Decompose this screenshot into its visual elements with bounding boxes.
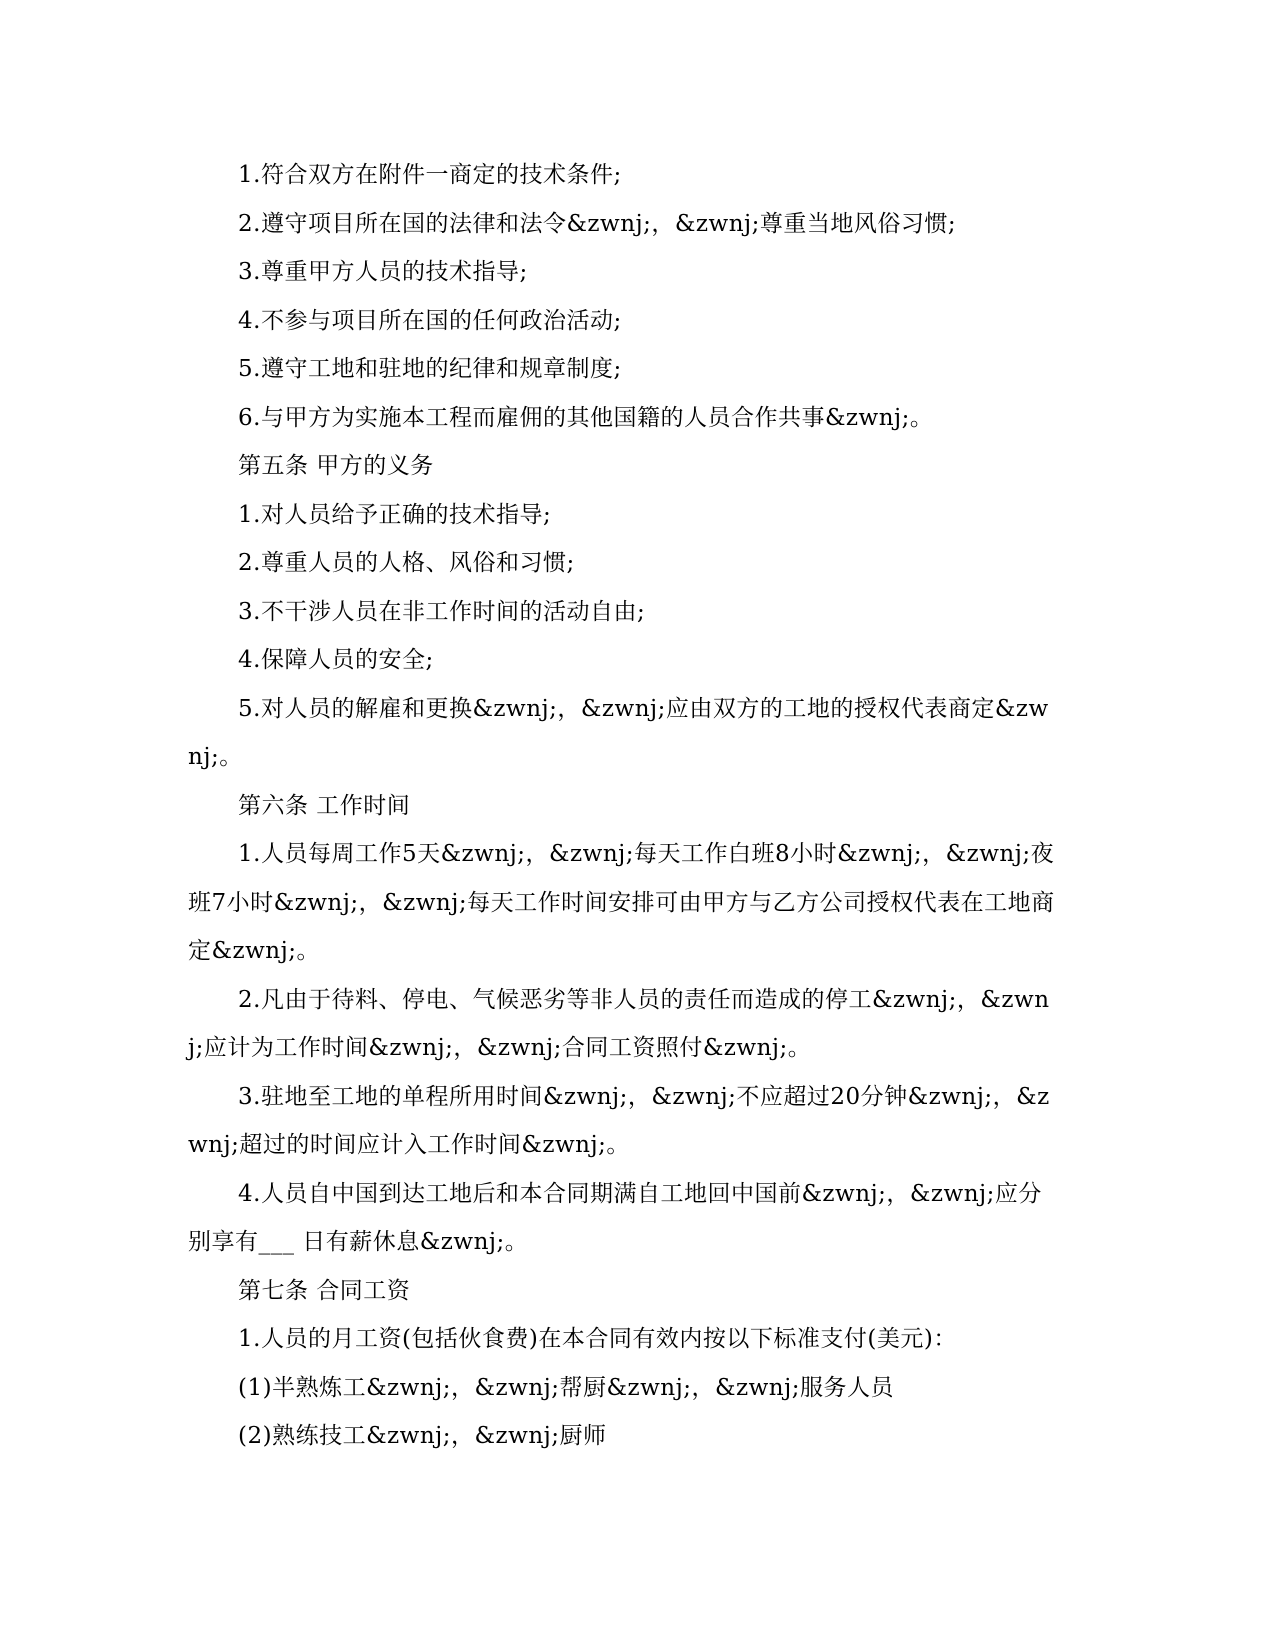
article-7-heading: 第七条 合同工资 — [238, 1277, 411, 1304]
document-body — [188, 151, 1058, 1461]
paragraph-wage-item-2: (2)熟练技工&zwnj;，&zwnj;厨师 — [238, 1423, 607, 1449]
paragraph-wage-1: 1.人员的月工资(包括伙食费)在本合同有效内按以下标准支付(美元)： — [238, 1326, 957, 1352]
paragraph-party-a-3: 3.不干涉人员在非工作时间的活动自由; — [238, 598, 646, 625]
paragraph-party-a-2: 2.尊重人员的人格、风俗和习惯; — [238, 550, 575, 576]
paragraph-work-time-1: 1.人员每周工作5天&zwnj;，&zwnj;每天工作白班8小时&zwnj;，&zwnj;夜班7小时&zwnj;，&zwnj;每天工作时间安排可由甲方与乙方公司授权代表在工地商定&zwnj;。 — [188, 841, 1055, 964]
paragraph-work-time-2: 2.凡由于待料、停电、气候恶劣等非人员的责任而造成的停工&zwnj;，&zwnj;应计为工作时间&zwnj;，&zwnj;合同工资照付&zwnj;。 — [188, 986, 1050, 1061]
paragraph-obligation-1: 1.符合双方在附件一商定的技术条件; — [238, 162, 622, 188]
article-5-heading: 第五条 甲方的义务 — [238, 453, 434, 479]
paragraph-obligation-6: 6.与甲方为实施本工程而雇佣的其他国籍的人员合作共事&zwnj;。 — [238, 404, 934, 431]
paragraph-work-time-4: 4.人员自中国到达工地后和本合同期满自工地回中国前&zwnj;，&zwnj;应分别享有___ 日有薪休息&zwnj;。 — [188, 1180, 1042, 1255]
paragraph-obligation-3: 3.尊重甲方人员的技术指导; — [238, 259, 528, 285]
paragraph-party-a-1: 1.对人员给予正确的技术指导; — [238, 501, 552, 528]
paragraph-obligation-2: 2.遵守项目所在国的法律和法令&zwnj;，&zwnj;尊重当地风俗习惯; — [238, 210, 957, 237]
paragraph-party-a-4: 4.保障人员的安全; — [238, 647, 434, 673]
paragraph-party-a-5: 5.对人员的解雇和更换&zwnj;，&zwnj;应由双方的工地的授权代表商定&zwnj;。 — [188, 695, 1049, 770]
paragraph-work-time-3: 3.驻地至工地的单程所用时间&zwnj;，&zwnj;不应超过20分钟&zwnj;，&zwnj;超过的时间应计入工作时间&zwnj;。 — [188, 1083, 1050, 1158]
paragraph-obligation-5: 5.遵守工地和驻地的纪律和规章制度; — [238, 356, 622, 382]
paragraph-wage-item-1: (1)半熟炼工&zwnj;，&zwnj;帮厨&zwnj;，&zwnj;服务人员 — [238, 1374, 894, 1401]
paragraph-obligation-4: 4.不参与项目所在国的任何政治活动; — [238, 307, 622, 334]
article-6-heading: 第六条 工作时间 — [238, 792, 411, 819]
